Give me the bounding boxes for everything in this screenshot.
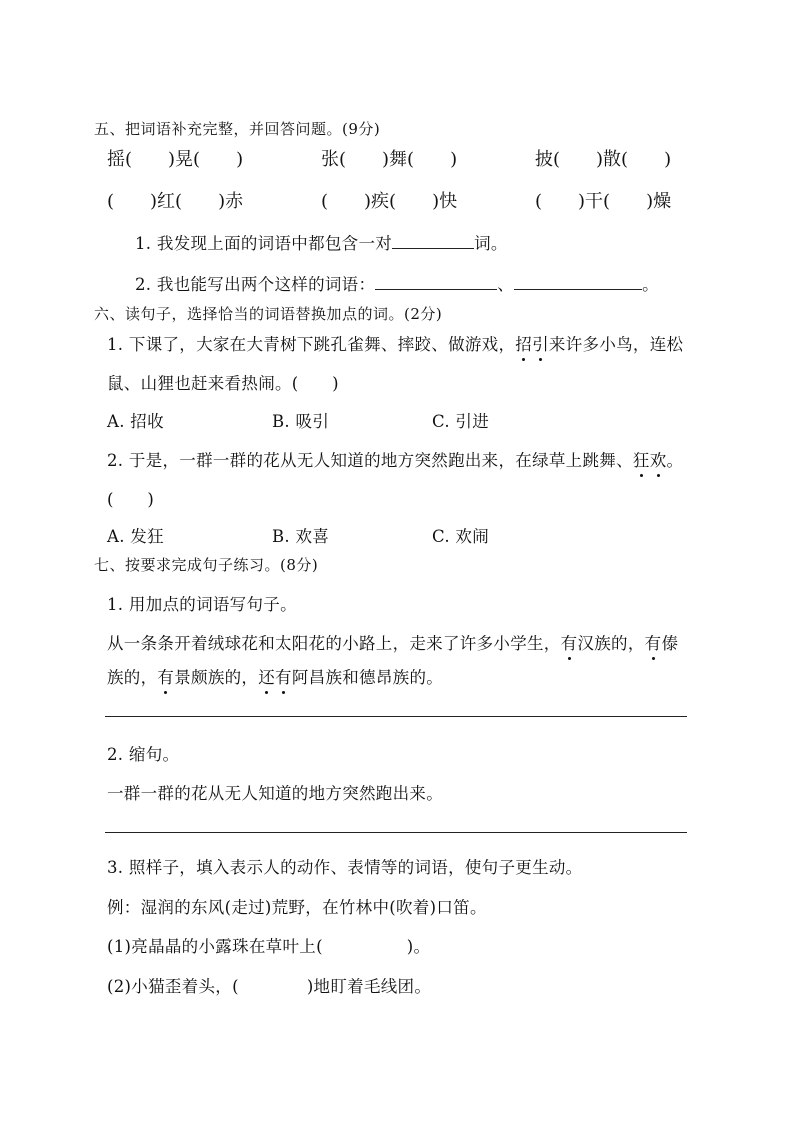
s7-question-1-label: 1. 用加点的词语写句子。	[107, 595, 297, 614]
s7-q2-sentence: 一群一群的花从无人知道的地方突然跑出来。	[107, 784, 443, 803]
s5-question-2: 2. 我也能写出两个这样的词语： 、 。	[135, 275, 659, 294]
section-6-title: 六、读句子，选择恰当的词语替换加点的词。(2分)	[94, 305, 443, 323]
s7-q3-item-2[interactable]: (2)小猫歪着头，( )地盯着毛线团。	[107, 977, 432, 996]
dotted-word: 有	[561, 630, 578, 654]
dotted-word: 引	[532, 331, 549, 355]
s7-question-3-label: 3. 照样子，填入表示人的动作、表情等的词语，使句子更生动。	[107, 858, 583, 877]
word-fill-4: ( )红( )赤	[107, 191, 244, 212]
dotted-word: 有	[157, 664, 174, 688]
dotted-word: 招	[515, 331, 532, 355]
s5-question-1: 1. 我发现上面的词语中都包含一对 词。	[135, 234, 508, 253]
section-5-title: 五、把词语补充完整，并回答问题。(9分)	[94, 120, 381, 138]
s7-q3-example: 例：湿润的东风(走过)荒野，在竹林中(吹着)口笛。	[107, 898, 487, 917]
word-fill-5: ( )疾( )快	[321, 191, 458, 212]
s6-question-1-line-2: 鼠、山狸也赶来看热闹。( )	[107, 374, 339, 393]
s6-question-2-line-2: ( )	[107, 490, 155, 509]
s6-q1-option-b[interactable]: B. 吸引	[272, 412, 330, 431]
answer-line[interactable]	[105, 716, 687, 717]
s6-question-1-line-1: 1. 下课了，大家在大青树下跳孔雀舞、摔跤、做游戏，招引来许多小鸟，连松	[107, 331, 683, 355]
word-fill-2: 张( )舞( )	[321, 149, 458, 170]
answer-blank[interactable]	[514, 275, 642, 290]
word-fill-6: ( )干( )燥	[535, 191, 672, 212]
word-fill-3: 披( )散( )	[535, 149, 672, 170]
s6-q2-option-a[interactable]: A. 发狂	[107, 527, 164, 546]
s6-q1-option-a[interactable]: A. 招收	[107, 412, 164, 431]
answer-blank[interactable]	[375, 275, 497, 290]
word-fill-1: 摇( )晃( )	[107, 149, 244, 170]
s7-q3-item-1[interactable]: (1)亮晶晶的小露珠在草叶上( )。	[107, 937, 431, 956]
s7-q1-sentence-line-1: 从一条条开着绒球花和太阳花的小路上，走来了许多小学生，有汉族的，有傣	[107, 630, 678, 654]
dotted-word: 有	[645, 630, 662, 654]
answer-line[interactable]	[105, 832, 687, 833]
dotted-word: 狂	[633, 447, 650, 471]
s6-q2-option-b[interactable]: B. 欢喜	[272, 527, 330, 546]
dotted-word: 欢	[650, 447, 667, 471]
s7-q1-sentence-line-2: 族的，有景颇族的，还有阿昌族和德昂族的。	[107, 664, 443, 688]
answer-blank[interactable]	[392, 234, 474, 249]
s6-q1-option-c[interactable]: C. 引进	[432, 412, 490, 431]
dotted-word: 有	[275, 664, 292, 688]
section-7-title: 七、按要求完成句子练习。(8分)	[94, 556, 319, 574]
s6-question-2-line-1: 2. 于是，一群一群的花从无人知道的地方突然跑出来，在绿草上跳舞、狂欢。	[107, 447, 683, 471]
dotted-word: 还	[258, 664, 275, 688]
s7-question-2-label: 2. 缩句。	[107, 745, 180, 764]
s6-q2-option-c[interactable]: C. 欢闹	[432, 527, 490, 546]
